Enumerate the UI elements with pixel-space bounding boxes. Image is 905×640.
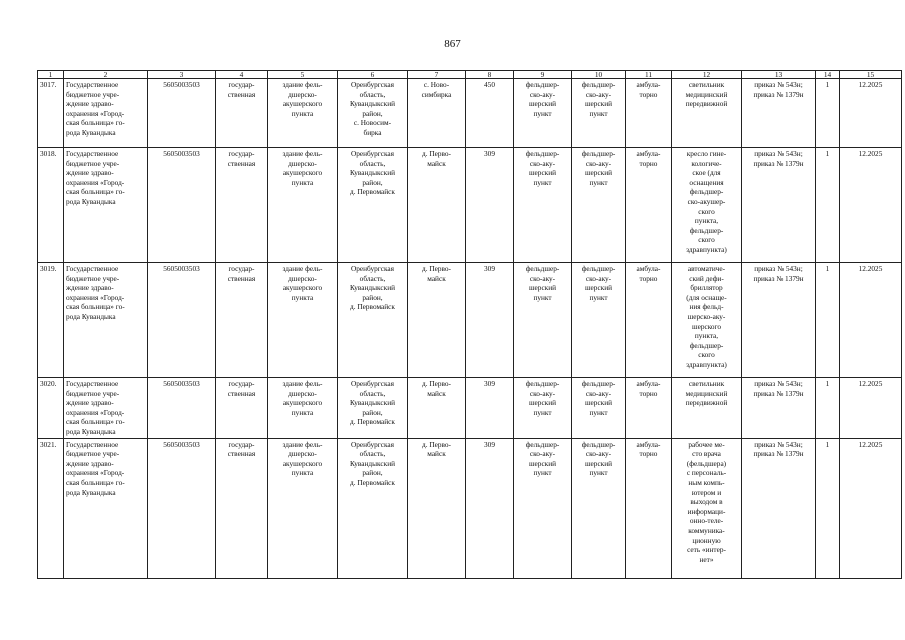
- settlement-cell: д. Перво- майск: [408, 148, 466, 263]
- column-number: 13: [742, 71, 816, 79]
- unit-type-cell: фельдшер- ско-аку- шерский пункт: [514, 79, 572, 148]
- date-cell: 12.2025: [840, 263, 902, 378]
- ogrn-code-cell: 5605003503: [148, 263, 216, 378]
- quantity-cell: 1: [816, 438, 840, 578]
- table-row: [38, 438, 902, 578]
- table-row: [38, 378, 902, 439]
- date-cell: 12.2025: [840, 79, 902, 148]
- quantity-cell: 1: [816, 79, 840, 148]
- care-form-cell: амбула- торно: [626, 148, 672, 263]
- table-row: [38, 79, 902, 148]
- order-cell: приказ № 543н; приказ № 1379н: [742, 438, 816, 578]
- organization-cell: Государственное бюджетное учре- ждение здраво- охранения «Город- ская больница» го- рода Кувандыка: [64, 263, 148, 378]
- settlement-cell: д. Перво- майск: [408, 263, 466, 378]
- organization-cell: Государственное бюджетное учре- ждение здраво- охранения «Город- ская больница» го- рода Кувандыка: [64, 378, 148, 439]
- population-cell: 309: [466, 263, 514, 378]
- equipment-cell: светильник медицинский передвижной: [672, 79, 742, 148]
- unit-subtype-cell: фельдшер- ско-аку- шерский пункт: [572, 79, 626, 148]
- unit-type-cell: фельдшер- ско-аку- шерский пункт: [514, 263, 572, 378]
- order-cell: приказ № 543н; приказ № 1379н: [742, 378, 816, 439]
- care-form-cell: амбула- торно: [626, 378, 672, 439]
- population-cell: 450: [466, 79, 514, 148]
- ogrn-code-cell: 5605003503: [148, 378, 216, 439]
- address-cell: Оренбургская область, Кувандыкский район, д. Первомайск: [338, 438, 408, 578]
- address-cell: Оренбургская область, Кувандыкский район, с. Новосим- бирка: [338, 79, 408, 148]
- page-number: 867: [444, 38, 461, 50]
- unit-subtype-cell: фельдшер- ско-аку- шерский пункт: [572, 438, 626, 578]
- equipment-cell: светильник медицинский передвижной: [672, 378, 742, 439]
- settlement-cell: с. Ново- симбирка: [408, 79, 466, 148]
- row-number-cell: 3019.: [38, 263, 64, 378]
- care-form-cell: амбула- торно: [626, 263, 672, 378]
- population-cell: 309: [466, 438, 514, 578]
- unit-subtype-cell: фельдшер- ско-аку- шерский пункт: [572, 263, 626, 378]
- ogrn-code-cell: 5605003503: [148, 438, 216, 578]
- unit-type-cell: фельдшер- ско-аку- шерский пункт: [514, 148, 572, 263]
- building-cell: здание фель- дшерско- акушерского пункта: [268, 378, 338, 439]
- equipment-table: [37, 70, 902, 579]
- column-number: 3: [148, 71, 216, 79]
- organization-cell: Государственное бюджетное учре- ждение здраво- охранения «Город- ская больница» го- рода Кувандыка: [64, 438, 148, 578]
- row-number-cell: 3017.: [38, 79, 64, 148]
- quantity-cell: 1: [816, 148, 840, 263]
- quantity-cell: 1: [816, 378, 840, 439]
- unit-subtype-cell: фельдшер- ско-аку- шерский пункт: [572, 378, 626, 439]
- column-number: 2: [64, 71, 148, 79]
- ownership-cell: государ- ственная: [216, 263, 268, 378]
- unit-type-cell: фельдшер- ско-аку- шерский пункт: [514, 378, 572, 439]
- ownership-cell: государ- ственная: [216, 148, 268, 263]
- date-cell: 12.2025: [840, 378, 902, 439]
- address-cell: Оренбургская область, Кувандыкский район, д. Первомайск: [338, 148, 408, 263]
- column-number: 7: [408, 71, 466, 79]
- building-cell: здание фель- дшерско- акушерского пункта: [268, 438, 338, 578]
- settlement-cell: д. Перво- майск: [408, 438, 466, 578]
- address-cell: Оренбургская область, Кувандыкский район, д. Первомайск: [338, 378, 408, 439]
- unit-subtype-cell: фельдшер- ско-аку- шерский пункт: [572, 148, 626, 263]
- column-number: 11: [626, 71, 672, 79]
- column-number: 4: [216, 71, 268, 79]
- quantity-cell: 1: [816, 263, 840, 378]
- column-number: 6: [338, 71, 408, 79]
- ogrn-code-cell: 5605003503: [148, 148, 216, 263]
- date-cell: 12.2025: [840, 438, 902, 578]
- ownership-cell: государ- ственная: [216, 378, 268, 439]
- organization-cell: Государственное бюджетное учре- ждение здраво- охранения «Город- ская больница» го- рода Кувандыка: [64, 79, 148, 148]
- care-form-cell: амбула- торно: [626, 79, 672, 148]
- population-cell: 309: [466, 148, 514, 263]
- date-cell: 12.2025: [840, 148, 902, 263]
- population-cell: 309: [466, 378, 514, 439]
- column-number: 5: [268, 71, 338, 79]
- column-number: 15: [840, 71, 902, 79]
- equipment-cell: рабочее ме- сто врача (фельдшера) с персональ- ным компь- ютером и выходом в информаци- онно-теле- коммуника- ционную сеть «интер- нет»: [672, 438, 742, 578]
- equipment-cell: автоматиче- ский дефи- бриллятор (для оснаще- ния фельд- шерско-аку- шерского пункта, фельдшер- ского здравпункта): [672, 263, 742, 378]
- column-number-row: [38, 71, 902, 79]
- settlement-cell: д. Перво- майск: [408, 378, 466, 439]
- building-cell: здание фель- дшерско- акушерского пункта: [268, 263, 338, 378]
- table-row: [38, 263, 902, 378]
- unit-type-cell: фельдшер- ско-аку- шерский пункт: [514, 438, 572, 578]
- order-cell: приказ № 543н; приказ № 1379н: [742, 148, 816, 263]
- column-number: 1: [38, 71, 64, 79]
- column-number: 14: [816, 71, 840, 79]
- row-number-cell: 3021.: [38, 438, 64, 578]
- ogrn-code-cell: 5605003503: [148, 79, 216, 148]
- row-number-cell: 3020.: [38, 378, 64, 439]
- order-cell: приказ № 543н; приказ № 1379н: [742, 263, 816, 378]
- column-number: 9: [514, 71, 572, 79]
- building-cell: здание фель- дшерско- акушерского пункта: [268, 148, 338, 263]
- address-cell: Оренбургская область, Кувандыкский район, д. Первомайск: [338, 263, 408, 378]
- column-number: 10: [572, 71, 626, 79]
- table-row: [38, 148, 902, 263]
- column-number: 8: [466, 71, 514, 79]
- equipment-cell: кресло гине- кологиче- ское (для оснащения фельдшер- ско-акушер- ского пункта, фельдшер- ского здравпункта): [672, 148, 742, 263]
- order-cell: приказ № 543н; приказ № 1379н: [742, 79, 816, 148]
- care-form-cell: амбула- торно: [626, 438, 672, 578]
- organization-cell: Государственное бюджетное учре- ждение здраво- охранения «Город- ская больница» го- рода Кувандыка: [64, 148, 148, 263]
- ownership-cell: государ- ственная: [216, 438, 268, 578]
- column-number: 12: [672, 71, 742, 79]
- building-cell: здание фель- дшерско- акушерского пункта: [268, 79, 338, 148]
- row-number-cell: 3018.: [38, 148, 64, 263]
- ownership-cell: государ- ственная: [216, 79, 268, 148]
